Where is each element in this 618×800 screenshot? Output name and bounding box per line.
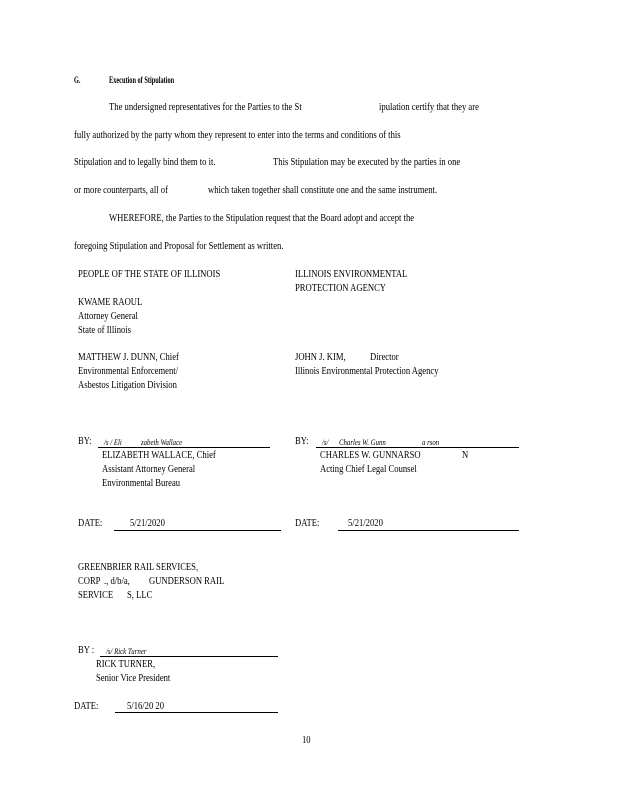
right-date-label: DATE: <box>295 518 320 529</box>
left-chief-name: MATTHEW J. DUNN, Chief <box>78 352 179 363</box>
paragraph1-line1a: The undersigned representatives for the Parties to the St <box>109 102 302 113</box>
right-signature-line <box>316 447 519 448</box>
third-date-line <box>115 712 278 713</box>
left-official-title2: State of Illinois <box>78 325 132 336</box>
third-party-name3b: S, LLC <box>127 590 153 601</box>
third-party-name2b: ., d/b/a, <box>104 576 130 587</box>
left-signature-line <box>98 447 270 448</box>
third-signer-title: Senior Vice President <box>96 673 171 684</box>
left-signer-title2: Environmental Bureau <box>102 478 181 489</box>
right-signer-title: Acting Chief Legal Counsel <box>320 464 417 475</box>
paragraph1-line1b: ipulation certify that they are <box>379 102 479 113</box>
third-signer-name: RICK TURNER, <box>96 659 156 670</box>
right-signature-a: /s/ <box>322 438 329 447</box>
right-director-title: Director <box>370 352 399 363</box>
paragraph1-line3a: Stipulation and to legally bind them to it. <box>74 157 216 168</box>
right-party-name1: ILLINOIS ENVIRONMENTAL <box>295 269 408 280</box>
right-date-value: 5/21/2020 <box>348 518 383 529</box>
paragraph1-line3b: This Stipulation may be executed by the parties in one <box>273 157 461 168</box>
third-by-label: BY : <box>78 645 95 656</box>
left-signer-title1: Assistant Attorney General <box>102 464 196 475</box>
section-title: Execution of Stipulation <box>109 75 175 85</box>
left-official-title1: Attorney General <box>78 311 138 322</box>
third-date-label: DATE: <box>74 701 99 712</box>
left-party-name: PEOPLE OF THE STATE OF ILLINOIS <box>78 269 221 280</box>
left-chief-title1: Environmental Enforcement/ <box>78 366 179 377</box>
paragraph2-line1: WHEREFORE, the Parties to the Stipulation request that the Board adopt and accept the <box>109 213 415 224</box>
page-number: 10 <box>302 735 311 746</box>
paragraph1-line2: fully authorized by the party whom they represent to enter into the terms and conditions of this <box>74 130 401 141</box>
third-signature: /s/ Rick Turner <box>106 647 147 656</box>
right-party-name2: PROTECTION AGENCY <box>295 283 387 294</box>
left-by-label: BY: <box>78 436 92 447</box>
left-date-line <box>114 530 281 531</box>
right-agency-name: Illinois Environmental Protection Agency <box>295 366 439 377</box>
right-signature-b: Charles W. Gunn <box>339 438 386 447</box>
left-signature-a: /s / Eli <box>104 438 122 447</box>
section-letter: G. <box>74 75 81 85</box>
left-official-name: KWAME RAOUL <box>78 297 143 308</box>
right-signature-c: a rson <box>422 438 440 447</box>
right-by-label: BY: <box>295 436 309 447</box>
third-party-name2a: CORP <box>78 576 101 587</box>
third-signature-line <box>100 656 278 657</box>
paragraph1-line4b: which taken together shall constitute one and the same instrument. <box>208 185 438 196</box>
left-date-value: 5/21/2020 <box>130 518 165 529</box>
left-signer-name: ELIZABETH WALLACE, Chief <box>102 450 216 461</box>
right-signer-suffix: N <box>462 450 469 461</box>
left-date-label: DATE: <box>78 518 103 529</box>
paragraph1-line4a: or more counterparts, all of <box>74 185 168 196</box>
paragraph2-line2: foregoing Stipulation and Proposal for Settlement as written. <box>74 241 284 252</box>
third-party-name1: GREENBRIER RAIL SERVICES, <box>78 562 199 573</box>
third-date-value: 5/16/20 20 <box>127 701 165 712</box>
right-date-line <box>338 530 519 531</box>
left-signature-b: zabeth Wallace <box>141 438 183 447</box>
third-party-name3a: SERVICE <box>78 590 114 601</box>
right-signer-name: CHARLES W. GUNNARSO <box>320 450 421 461</box>
left-chief-title2: Asbestos Litigation Division <box>78 380 177 391</box>
third-party-name2c: GUNDERSON RAIL <box>149 576 225 587</box>
right-director-name: JOHN J. KIM, <box>295 352 346 363</box>
